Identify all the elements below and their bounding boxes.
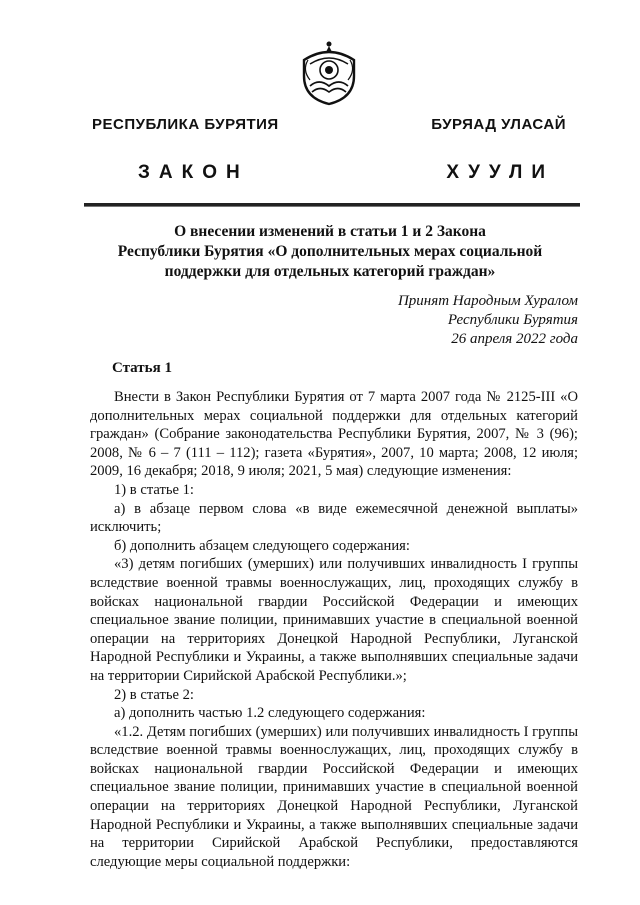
article-heading: Статья 1 xyxy=(112,360,172,376)
article-paragraph: а) дополнить частью 1.2 следующего содержания: xyxy=(114,705,426,722)
article-body xyxy=(90,388,578,871)
republic-name-buryat: БУРЯАД УЛАСАЙ xyxy=(431,116,566,133)
law-title-line: О внесении изменений в статьи 1 и 2 Закона xyxy=(174,223,486,240)
header-divider xyxy=(84,203,580,207)
adoption-note-line: Республики Бурятия xyxy=(447,312,578,328)
article-paragraph: 1) в статье 1: xyxy=(114,481,194,498)
coat-of-arms-icon xyxy=(298,40,360,106)
adoption-note xyxy=(398,292,578,349)
adoption-note-line: Принят Народным Хуралом xyxy=(397,293,578,309)
law-label-buryat: ХУУЛИ xyxy=(446,162,554,183)
adoption-date: 26 апреля 2022 года xyxy=(451,331,578,347)
article-paragraph: 2) в статье 2: xyxy=(114,686,194,703)
republic-name-russian: РЕСПУБЛИКА БУРЯТИЯ xyxy=(92,116,279,133)
law-title-line: Республики Бурятия «О дополнительных мерах социальной xyxy=(117,243,543,260)
article-paragraph: «1.2. Детям погибших (умерших) или получивших инвалидность I группы вследствие военной травмы военнослужащих, лиц, проходящих службу в войсках национальной гвардии Российской Федерации и имеющих специальное звание полиции, принимавших участие в специальной военной операции на территориях Донецкой Народной Республики, Луганской Народной Республики и Украины, а также выполнявших специальные задачи на территории Сирийской Арабской Республики, предоставляются следующие меры социальной поддержки: xyxy=(90,723,578,870)
article-paragraph: а) в абзаце первом слова «в виде ежемесячной денежной выплаты» исключить; xyxy=(90,500,578,536)
article-paragraph: б) дополнить абзацем следующего содержания: xyxy=(114,537,410,554)
article-paragraph: «3) детям погибших (умерших) или получивших инвалидность I группы вследствие военной травмы военнослужащих, лиц, проходящих службу в войсках национальной гвардии Российской Федерации и имеющих специальное звание полиции, принимавших участие в специальной военной операции на территориях Донецкой Народной Республики, Луганской Народной Республики и Украины, а также выполнявших специальные задачи на территории Сирийской Арабской Республики.»; xyxy=(90,556,578,684)
law-label-russian: ЗАКОН xyxy=(138,162,249,183)
law-title-line: поддержки для отдельных категорий граждан» xyxy=(164,263,496,280)
law-title xyxy=(100,222,560,282)
article-paragraph: Внести в Закон Республики Бурятия от 7 марта 2007 года № 2125-III «О дополнительных мерах социальной поддержки для отдельных категорий граждан» (Собрание законодательства Республики Бурятия, 2007, № 3 (96); 2008, № 6 – 7 (111 – 112); газета «Бурятия», 2007, 10 марта; 2008, 12 июля; 2009, 16 декабря; 2018, 9 июля; 2021, 5 мая) следующие изменения: xyxy=(90,389,578,480)
